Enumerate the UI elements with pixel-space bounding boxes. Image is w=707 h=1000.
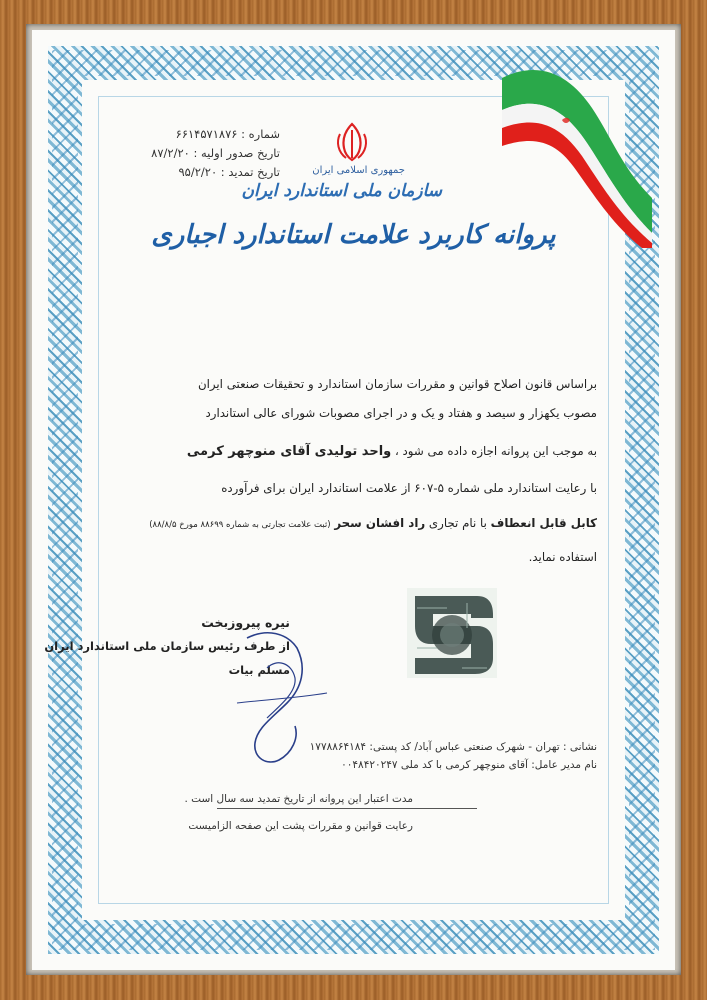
address-line: نشانی : تهران - شهرک صنعتی عباس آباد/ کد پستی: ۱۷۷۸۸۶۴۱۸۴ xyxy=(309,741,597,753)
body-line-1: براساس قانون اصلاح قوانین و مقررات سازمان استاندارد و تحقیقات صنعتی ایران xyxy=(197,377,597,391)
footer-divider xyxy=(217,808,477,809)
body-line-3 xyxy=(187,444,597,459)
producer-name: واحد تولیدی آقای منوچهر کرمی xyxy=(186,444,392,459)
renewal-date: تاریخ تمدید : ۹۵/۲/۲۰ xyxy=(178,165,280,179)
manager-line: نام مدیر عامل: آقای منوچهر کرمی با کد ملی ۰۰۴۸۴۲۰۲۴۷ xyxy=(341,759,597,771)
iranian-standard-mark-icon xyxy=(407,588,497,678)
brand-label: با نام تجاری xyxy=(428,516,487,530)
validity-note: مدت اعتبار این پروانه از تاریخ تمدید سه سال است . xyxy=(184,793,413,805)
body-line-2: مصوب یکهزار و سیصد و هفتاد و یک و در اجرای مصوبات شورای عالی استاندارد xyxy=(205,406,597,420)
permission-text: به موجب این پروانه اجازه داده می شود ، xyxy=(394,444,597,458)
rules-note: رعایت قوانین و مقررات پشت این صفحه الزامیست xyxy=(188,820,413,832)
signer-name: مسلم بیات xyxy=(228,663,290,677)
iran-flag-icon xyxy=(502,48,652,248)
signatory-name: نیره پیروزبخت xyxy=(201,615,290,630)
handwritten-signature xyxy=(207,608,347,788)
organization-name: سازمان ملی استاندارد ایران xyxy=(241,181,442,201)
product-name: کابل قابل انعطاف xyxy=(490,516,597,530)
body-line-6: استفاده نماید. xyxy=(528,550,597,564)
certificate-title: پروانه کاربرد علامت استاندارد اجباری xyxy=(151,220,556,250)
republic-label: جمهوری اسلامی ایران xyxy=(312,165,405,176)
certificate-number: شماره : ۶۶۱۴۵۷۱۸۷۶ xyxy=(175,127,280,141)
brand-name: راد افشان سحر xyxy=(334,516,426,530)
iran-emblem-icon xyxy=(332,120,372,164)
trademark-note: (ثبت علامت تجارتی به شماره ۸۸۶۹۹ مورخ ۸۸/۸/۵) xyxy=(149,520,331,530)
body-line-4: با رعایت استاندارد ملی شماره ۵-۶۰۷ از علامت استاندارد ایران برای فرآورده xyxy=(221,481,597,495)
first-issue-date: تاریخ صدور اولیه : ۸۷/۲/۲۰ xyxy=(151,146,280,160)
signatory-role: از طرف رئیس سازمان ملی استاندارد ایران xyxy=(44,639,290,653)
body-line-5 xyxy=(149,516,597,530)
certificate-paper xyxy=(32,30,675,970)
